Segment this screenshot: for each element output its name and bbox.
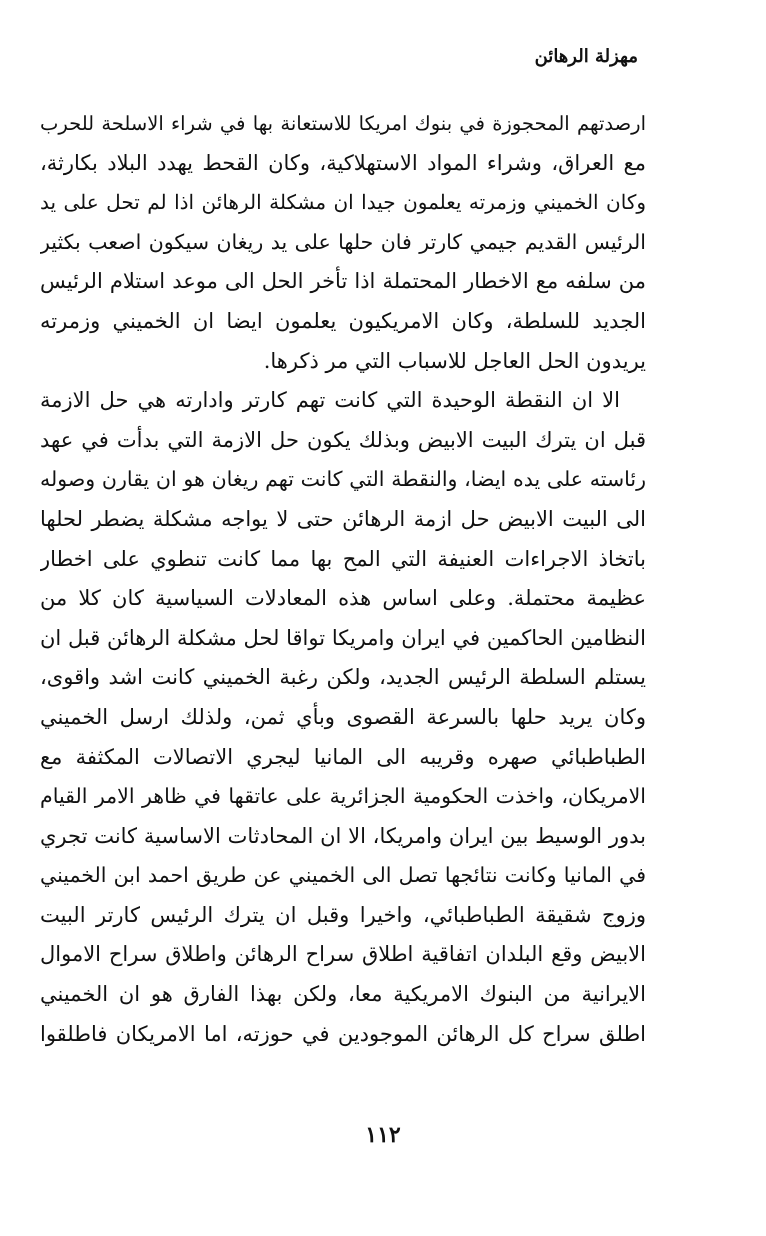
text-line-paragraph-start: الا ان النقطة الوحيدة التي كانت تهم كارتر وادارته هي حل الازمة: [40, 388, 620, 413]
text-line: الى البيت الابيض حل ازمة الرهائن حتى لا يواجه مشكلة يضطر لحلها: [40, 506, 646, 531]
text-line: عظيمة محتملة. وعلى اساس هذه المعادلات السياسية كان كلا من: [40, 586, 646, 611]
text-line: وكان الخميني وزمرته يعلمون جيدا ان مشكلة الرهائن اذا لم تحل على يد: [40, 190, 646, 215]
text-line: الجديد للسلطة، وكان الامريكيون يعلمون ايضا ان الخميني وزمرته: [40, 308, 646, 333]
body-text: [40, 104, 646, 1054]
text-line: الامريكان، واخذت الحكومية الجزائرية على عاتقها في ظاهر الامر القيام: [40, 784, 646, 809]
text-line: باتخاذ الاجراءات العنيفة التي المح بها مما كانت تنطوي على اخطار: [40, 546, 646, 571]
text-line: الطباطبائي صهره وقريبه الى المانيا ليجري الاتصالات المكثفة مع: [40, 744, 646, 769]
text-line: النظامين الحاكمين في ايران وامريكا تواقا لحل مشكلة الرهائن قبل ان: [40, 625, 646, 650]
text-line: الايرانية من البنوك الامريكية معا، ولكن بهذا الفارق هو ان الخميني: [40, 982, 646, 1007]
text-line: في المانيا وكانت نتائجها تصل الى الخميني عن طريق احمد ابن الخميني: [40, 863, 646, 888]
running-header: مهزلة الرهائن: [534, 46, 638, 67]
text-line: الابيض وقع البلدان اتفاقية اطلاق سراح الرهائن واطلاق سراح الاموال: [40, 942, 646, 967]
text-line: قبل ان يترك البيت الابيض وبذلك يكون حل الازمة التي بدأت في عهد: [40, 427, 646, 452]
text-line: وكان يريد حلها بالسرعة القصوى وبأي ثمن، ولذلك ارسل الخميني: [40, 704, 646, 729]
text-line: الرئيس القديم جيمي كارتر فان حلها على يد ريغان سيكون اصعب بكثير: [40, 229, 646, 254]
text-line: رئاسته على يده ايضا، والنقطة التي كانت تهم ريغان هو ان يقارن وصوله: [40, 467, 646, 492]
text-line: يستلم السلطة الرئيس الجديد، ولكن رغبة الخميني كانت اشد واقوى،: [40, 665, 646, 690]
page-number: ١١٢: [365, 1122, 401, 1148]
text-line: وزوج شقيقة الطباطبائي، واخيرا وقبل ان يترك الرئيس كارتر البيت: [40, 902, 646, 927]
text-line-paragraph-end: يريدون الحل العاجل للاسباب التي مر ذكرها.: [263, 348, 646, 373]
text-line: ارصدتهم المحجوزة في بنوك امريكا للاستعانة بها في شراء الاسلحة للحرب: [40, 112, 646, 135]
text-line: اطلق سراح كل الرهائن الموجودين في حوزته، اما الامريكان فاطلقوا: [40, 1021, 646, 1046]
text-line: مع العراق، وشراء المواد الاستهلاكية، وكان القحط يهدد البلاد بكارثة،: [40, 150, 646, 175]
text-line: بدور الوسيط بين ايران وامريكا، الا ان المحادثات الاساسية كانت تجري: [40, 823, 646, 848]
text-line: من سلفه مع الاخطار المحتملة اذا تأخر الحل الى موعد استلام الرئيس: [40, 269, 646, 294]
